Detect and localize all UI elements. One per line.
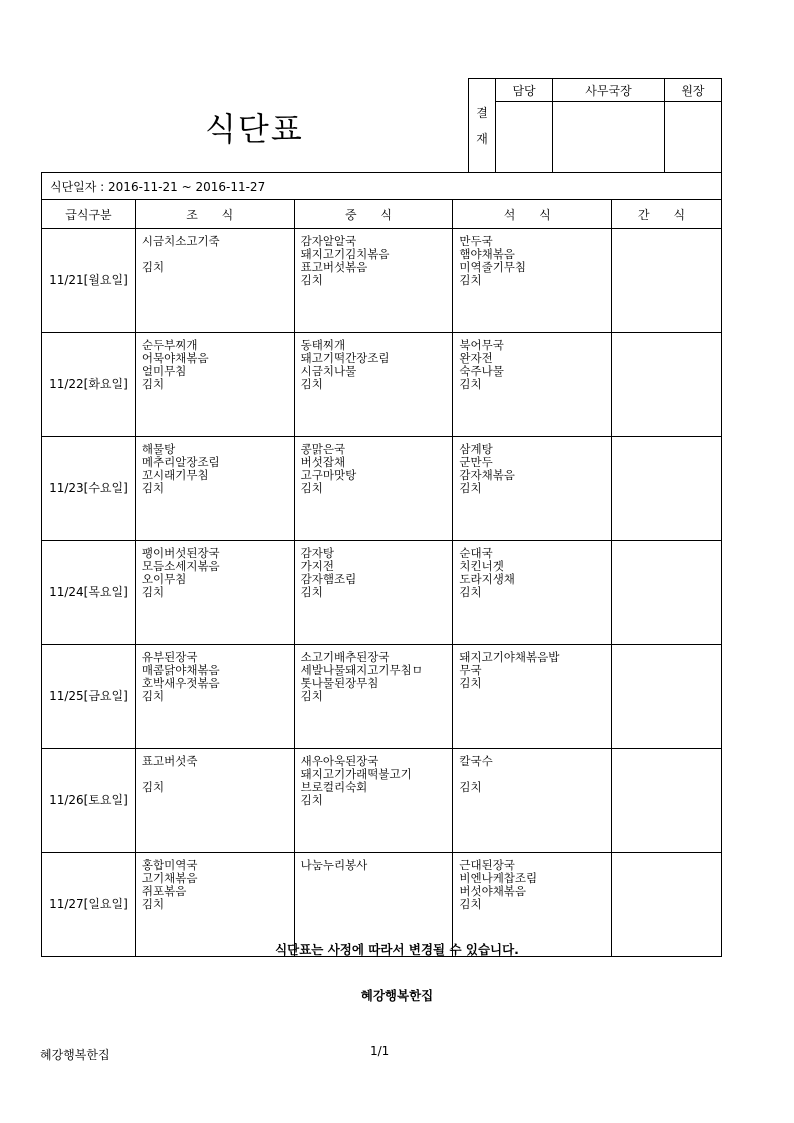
lunch-cell: 감자탕 가지전 감자햄조림 김치 [294, 541, 453, 645]
snack-cell [612, 541, 722, 645]
day-label: 11/25[금요일] [42, 645, 136, 749]
snack-cell [612, 333, 722, 437]
approval-label: 결 재 [469, 79, 496, 173]
day-label: 11/23[수요일] [42, 437, 136, 541]
breakfast-cell: 팽이버섯된장국 모듬소세지볶음 오이무침 김치 [135, 541, 294, 645]
col-header-dinner: 석 식 [453, 200, 612, 229]
col-header-breakfast: 조 식 [135, 200, 294, 229]
approval-sign-secretary[interactable] [553, 102, 665, 173]
table-row [42, 229, 722, 333]
header-row [42, 200, 722, 229]
approval-header-director: 원장 [664, 79, 721, 102]
table-row [42, 645, 722, 749]
dinner-cell: 순대국 치킨너겟 도라지생채 김치 [453, 541, 612, 645]
page-title: 식단표 [205, 110, 304, 148]
breakfast-cell: 홍합미역국 고기채볶음 쥐포볶음 김치 [135, 853, 294, 957]
lunch-cell: 동태찌개 돼고기떡간장조림 시금치나물 김치 [294, 333, 453, 437]
snack-cell [612, 749, 722, 853]
approval-sign-manager[interactable] [496, 102, 553, 173]
table-row [42, 437, 722, 541]
day-label: 11/21[월요일] [42, 229, 136, 333]
lunch-cell: 나눔누리봉사 [294, 853, 453, 957]
dinner-cell: 칼국수 김치 [453, 749, 612, 853]
dinner-cell: 북어무국 완자전 숙주나물 김치 [453, 333, 612, 437]
day-label: 11/26[토요일] [42, 749, 136, 853]
col-header-snack: 간 식 [612, 200, 722, 229]
day-label: 11/27[일요일] [42, 853, 136, 957]
col-header-lunch: 중 식 [294, 200, 453, 229]
organization-name: 혜강행복한집 [360, 988, 434, 1003]
page-number: 1/1 [370, 1044, 390, 1058]
breakfast-cell: 해물탕 메추리알장조림 꼬시래기무침 김치 [135, 437, 294, 541]
day-label: 11/24[목요일] [42, 541, 136, 645]
menu-table [41, 172, 722, 957]
dinner-cell: 삼계탕 군만두 감자채볶음 김치 [453, 437, 612, 541]
lunch-cell: 새우아욱된장국 돼지고기가래떡불고기 브로컬리숙회 김치 [294, 749, 453, 853]
lunch-cell: 콩맑은국 버섯잡채 고구마맛탕 김치 [294, 437, 453, 541]
dinner-cell: 돼지고기야채볶음밥 무국 김치 [453, 645, 612, 749]
approval-header-secretary: 사무국장 [553, 79, 665, 102]
snack-cell [612, 437, 722, 541]
col-header-category: 급식구분 [42, 200, 136, 229]
breakfast-cell: 시금치소고기죽 김치 [135, 229, 294, 333]
date-range: 식단일자 : 2016-11-21 ~ 2016-11-27 [42, 173, 722, 200]
approval-table [468, 78, 722, 173]
lunch-cell: 소고기배추된장국 세발나물돼지고기무침ㅁ 톳나물된장무침 김치 [294, 645, 453, 749]
dinner-cell: 만두국 햄야채볶음 미역줄기무침 김치 [453, 229, 612, 333]
table-row [42, 749, 722, 853]
snack-cell [612, 229, 722, 333]
approval-sign-director[interactable] [664, 102, 721, 173]
breakfast-cell: 순두부찌개 어묵야채볶음 얼미무침 김치 [135, 333, 294, 437]
day-label: 11/22[화요일] [42, 333, 136, 437]
snack-cell [612, 645, 722, 749]
dinner-cell: 근대된장국 비엔나케찹조림 버섯야채볶음 김치 [453, 853, 612, 957]
notice-text: 식단표는 사정에 따라서 변경될 수 있습니다. [275, 942, 519, 957]
table-row [42, 333, 722, 437]
lunch-cell: 감자알알국 돼지고기김치볶음 표고버섯볶음 김치 [294, 229, 453, 333]
breakfast-cell: 유부된장국 매콤닭야채볶음 호박새우젓볶음 김치 [135, 645, 294, 749]
table-row [42, 541, 722, 645]
breakfast-cell: 표고버섯죽 김치 [135, 749, 294, 853]
approval-header-manager: 담당 [496, 79, 553, 102]
footer-organization: 혜강행복한집 [40, 1048, 110, 1062]
